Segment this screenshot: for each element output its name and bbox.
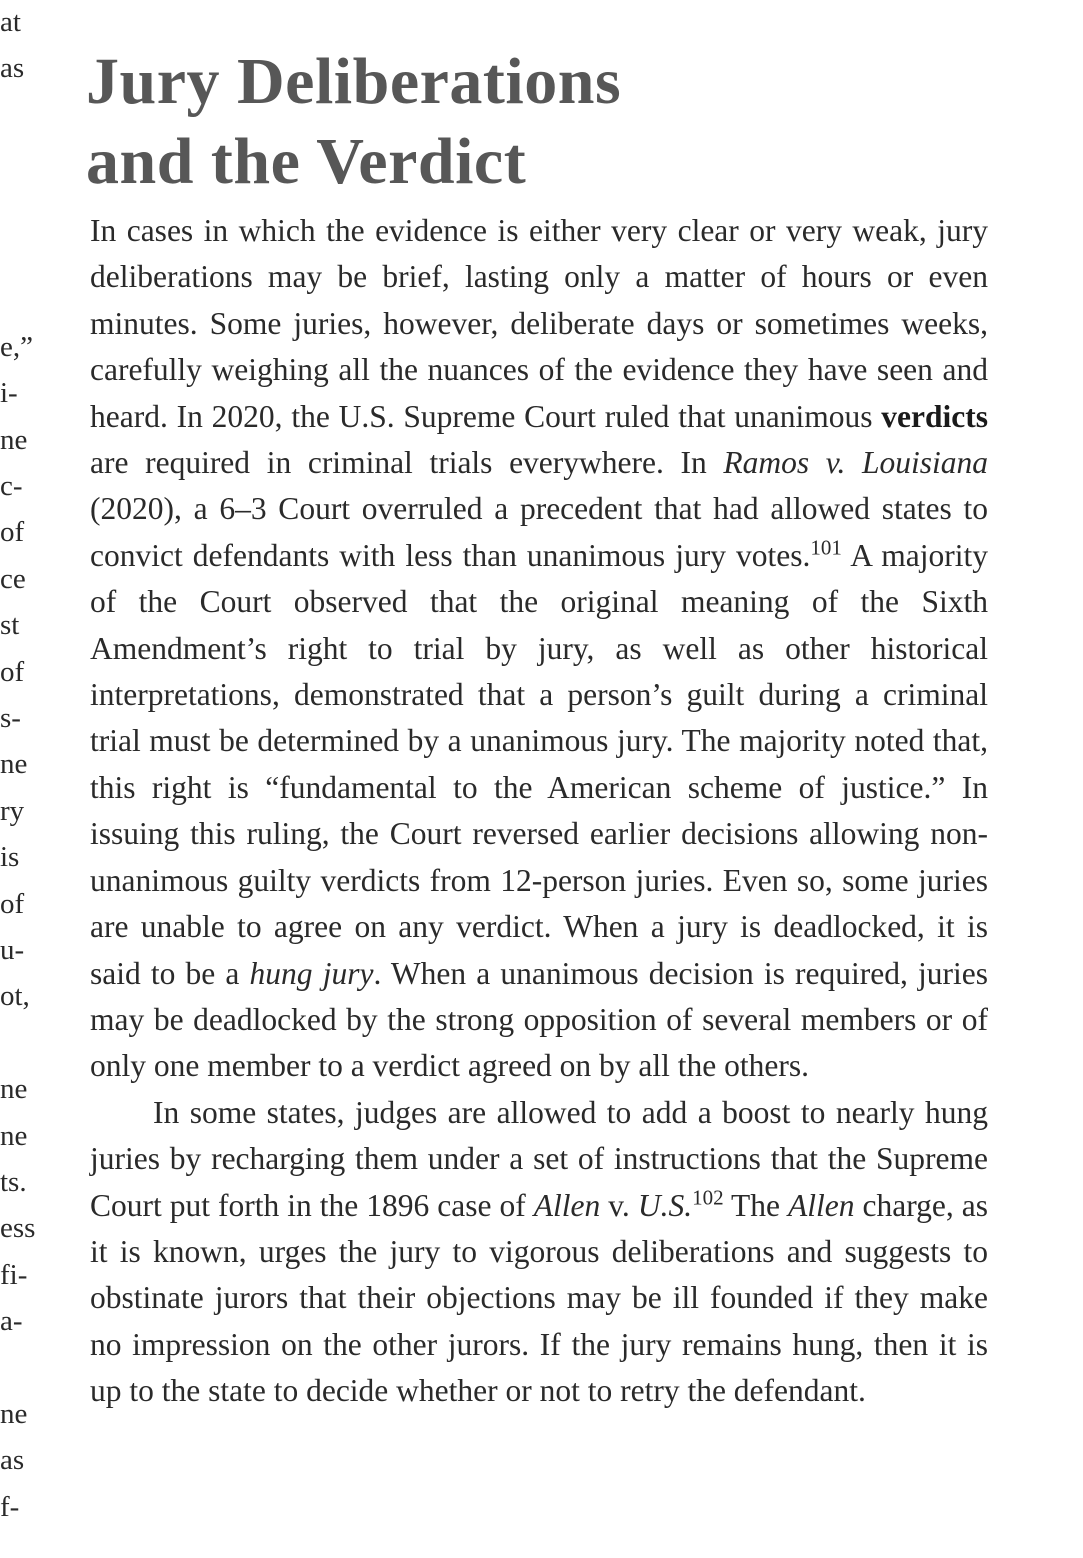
heading-line-2: and the Verdict [86,125,527,198]
margin-fragment: ts. [0,1166,27,1198]
margin-fragment: of [0,655,25,688]
body-text [90,208,988,1415]
margin-fragment: ne [0,1119,28,1152]
p1-text-1: In cases in which the evidence is either very clear or very weak, jury deliberations may be brief, lasting only a matter of hours or even minutes. Some juries, however, deliberate days or sometimes weeks, carefully weighing all the nuances of the evidence they have seen and heard. In 2020, the U.S. Supreme Court ruled that unanimous [90,213,988,434]
p2-text-2: The [723,1187,788,1223]
margin-fragment: s- [0,702,21,734]
margin-fragment: f- [0,1490,20,1523]
case-v: v. [600,1187,638,1223]
margin-fragment: a- [0,1305,23,1338]
margin-fragment: ne [0,748,28,781]
term-hung-jury: hung jury [249,955,374,991]
case-name-allen: Allen [533,1187,601,1223]
p2-text-3: charge, as it is known, urges the jury to vigorous deliberations and suggests to obstinate jurors that their objections may be ill founded if they make no impression on the other jurors. If the jury remains hung, then it is up to the state to decide whether or not to retry the defendant. [90,1187,988,1409]
margin-fragment: e,” [0,330,33,363]
footnote-102: 102 [692,1185,724,1210]
adjacent-page-margin [0,0,40,1558]
p1-text-4: A majority of the Court observed that the original meaning of the Sixth Amendment’s right to trial by jury, as well as other historical interpretations, demonstrated that a person’s guilt during a criminal trial must be determined by a unanimous jury. The majority noted that, this right is “fundamental to the American scheme of justice.” In issuing this ruling, the Court reversed earlier decisions allowing non-unanimous guilty verdicts from 12-person juries. Even so, some juries are unable to agree on any verdict. When a jury is deadlocked, it is said to be a [90,537,989,991]
margin-fragment: ce [0,562,26,595]
margin-fragment: of [0,887,25,920]
paragraph-1 [90,208,988,1090]
margin-fragment: ne [0,1073,28,1106]
margin-fragment: ne [0,423,28,456]
margin-fragment: as [0,1444,25,1477]
margin-fragment: ess [0,1212,36,1245]
allen-charge-name: Allen [788,1187,855,1223]
margin-fragment: ry [0,794,25,827]
footnote-101: 101 [810,535,842,560]
p2-text-1: In some states, judges are allowed to add a boost to nearly hung juries by recharging them under a set of instructions that the Supreme Court put forth in the 1896 case of [90,1094,988,1223]
paragraph-2 [90,1090,988,1415]
margin-fragment: at [0,6,21,38]
margin-fragment: fi- [0,1258,28,1291]
case-name-ramos: Ramos v. Louisiana [723,445,988,481]
section-heading [86,42,621,202]
margin-fragment: i- [0,377,18,410]
margin-fragment: of [0,516,25,549]
margin-fragment: c- [0,470,23,502]
margin-fragment: is [0,841,20,874]
margin-fragment: ne [0,1398,28,1430]
heading-line-1: Jury Deliberations [86,45,622,118]
margin-fragment: u- [0,934,25,966]
p1-text-5: . When a unanimous decision is required, juries may be deadlocked by the strong opposition of several members or of only one member to a verdict agreed on by all the others. [90,955,988,1084]
key-term-verdicts: verdicts [881,398,988,434]
margin-fragment: st [0,609,20,642]
case-name-us: U.S. [637,1187,693,1223]
p1-text-2: are required in criminal trials everywhere. In [90,445,724,481]
margin-fragment: ot, [0,980,30,1013]
margin-fragment: as [0,52,25,85]
p1-text-3: (2020), a 6–3 Court overruled a precedent that had allowed states to convict defendants with less than unanimous jury votes. [90,491,988,573]
